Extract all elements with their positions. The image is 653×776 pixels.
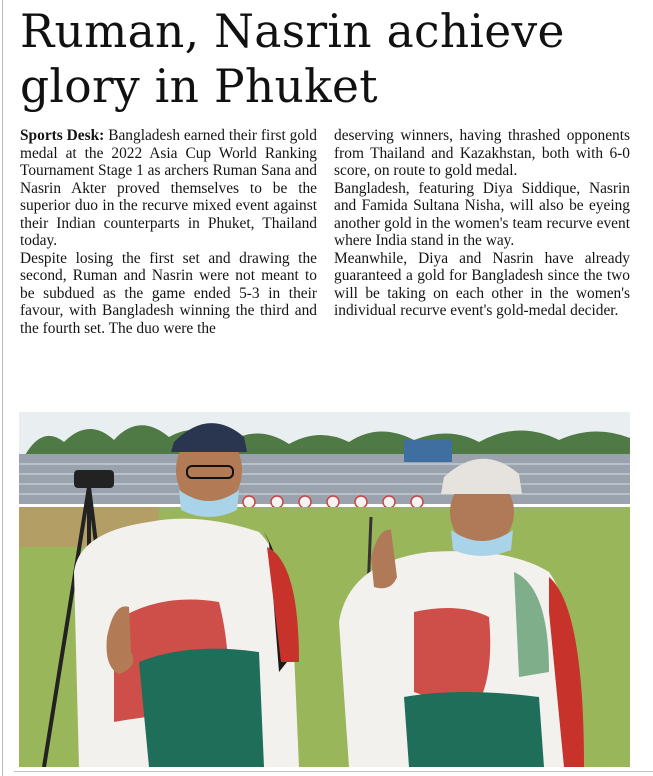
article-column-2 [334, 127, 630, 320]
headline: Ruman, Nasrin achieve glory in Phuket [20, 5, 565, 113]
paragraph: Despite losing the first set and drawing the second, Ruman and Nasrin were not meant to be subdued as the game ended 5-3 in their favour, with Bangladesh winning the third and the fourth set. The duo were the [20, 249, 317, 338]
left-border-rule [2, 0, 3, 776]
paragraph: Bangladesh, featuring Diya Siddique, Nasrin and Famida Sultana Nisha, will also be eyeing another gold in the women's team recurve event where India stand in the way. [334, 179, 630, 250]
article-column-1 [20, 127, 317, 338]
photo-archer-woman [339, 459, 584, 767]
bottom-border-rule [14, 771, 653, 772]
photo-scoreboard [404, 440, 452, 462]
archers-photo-illustration [19, 412, 630, 767]
photo-scope [74, 470, 114, 488]
dateline: Sports Desk: [20, 127, 105, 144]
paragraph: deserving winners, having thrashed opponents from Thailand and Kazakhstan, both with 6-0 score, on route to gold medal. [334, 127, 630, 180]
paragraph: Meanwhile, Diya and Nasrin have already guaranteed a gold for Bangladesh since the two will be taking on each other in the women's individual recurve event's gold-medal decider. [334, 249, 630, 320]
paragraph [20, 127, 317, 250]
paragraph-text: Bangladesh earned their first gold medal at the 2022 Asia Cup World Ranking Tournament Stage 1 as archers Ruman Sana and Nasrin Akter proved themselves to be the superior duo in the recurve mixed event against their Indian counterparts in Phuket, Thailand today. [20, 127, 317, 250]
news-photo [19, 412, 630, 767]
